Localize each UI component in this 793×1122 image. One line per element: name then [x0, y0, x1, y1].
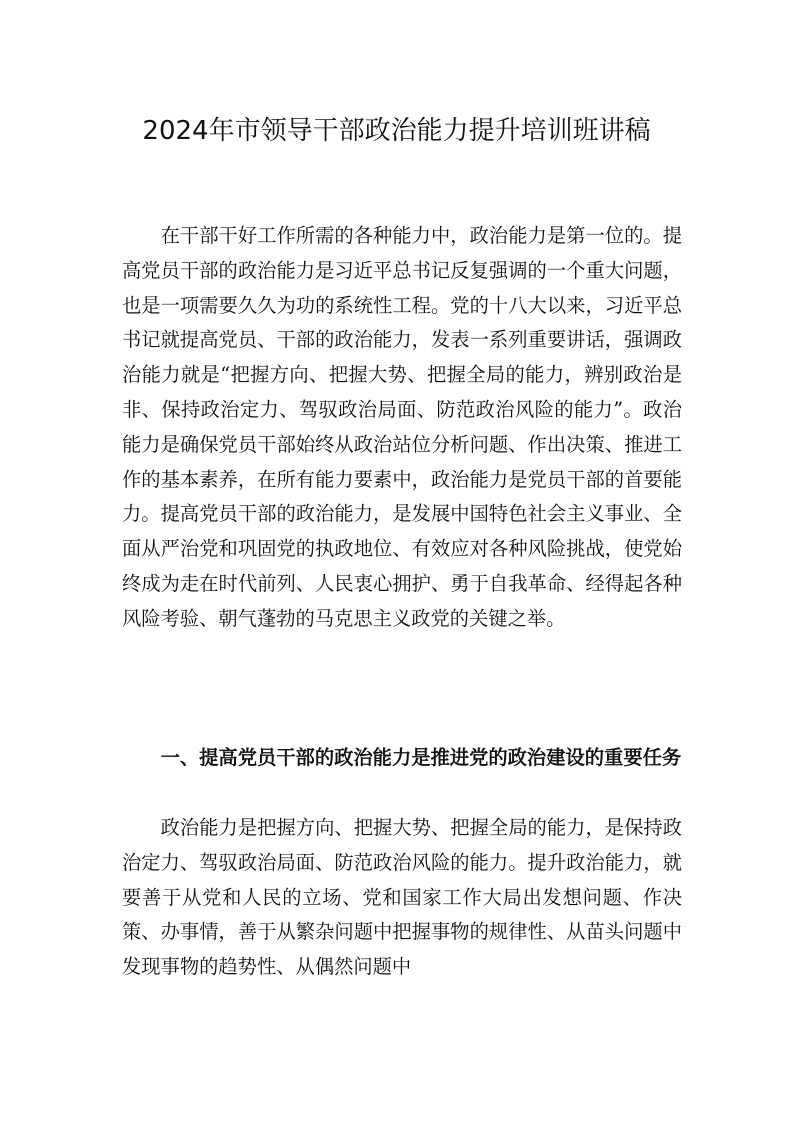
body-paragraph: 政治能力是把握方向、把握大势、把握全局的能力，是保持政治定力、驾驭政治局面、防范政治风险的能力。提升政治能力，就要善于从党和人民的立场、党和国家工作大局出发想问题、作决策、办事情，善于从繁杂问题中把握事物的规律性、从苗头问题中发现事物的趋势性、从偶然问题中 — [122, 816, 682, 979]
section-heading: 一、提高党员干部的政治能力是推进党的政治建设的重要任务 — [160, 746, 682, 769]
body-paragraph: 在干部干好工作所需的各种能力中，政治能力是第一位的。提高党员干部的政治能力是习近平总书记反复强调的一个重大问题，也是一项需要久久为功的系统性工程。党的十八大以来，习近平总书记就提高党员、干部的政治能力，发表一系列重要讲话，强调政治能力就是“把握方向、把握大势、把握全局的能力，辨别政治是非、保持政治定力、驾驭政治局面、防范政治风险的能力”。政治能力是确保党员干部始终从政治站位分析问题、作出决策、推进工作的基本素养，在所有能力要素中，政治能力是党员干部的首要能力。提高党员干部的政治能力，是发展中国特色社会主义事业、全面从严治党和巩固党的执政地位、有效应对各种风险挑战，使党始终成为走在时代前列、人民衷心拥护、勇于自我革命、经得起各种风险考验、朝气蓬勃的马克思主义政党的关键之举。 — [122, 224, 682, 630]
document-title: 2024年市领导干部政治能力提升培训班讲稿 — [142, 116, 651, 146]
